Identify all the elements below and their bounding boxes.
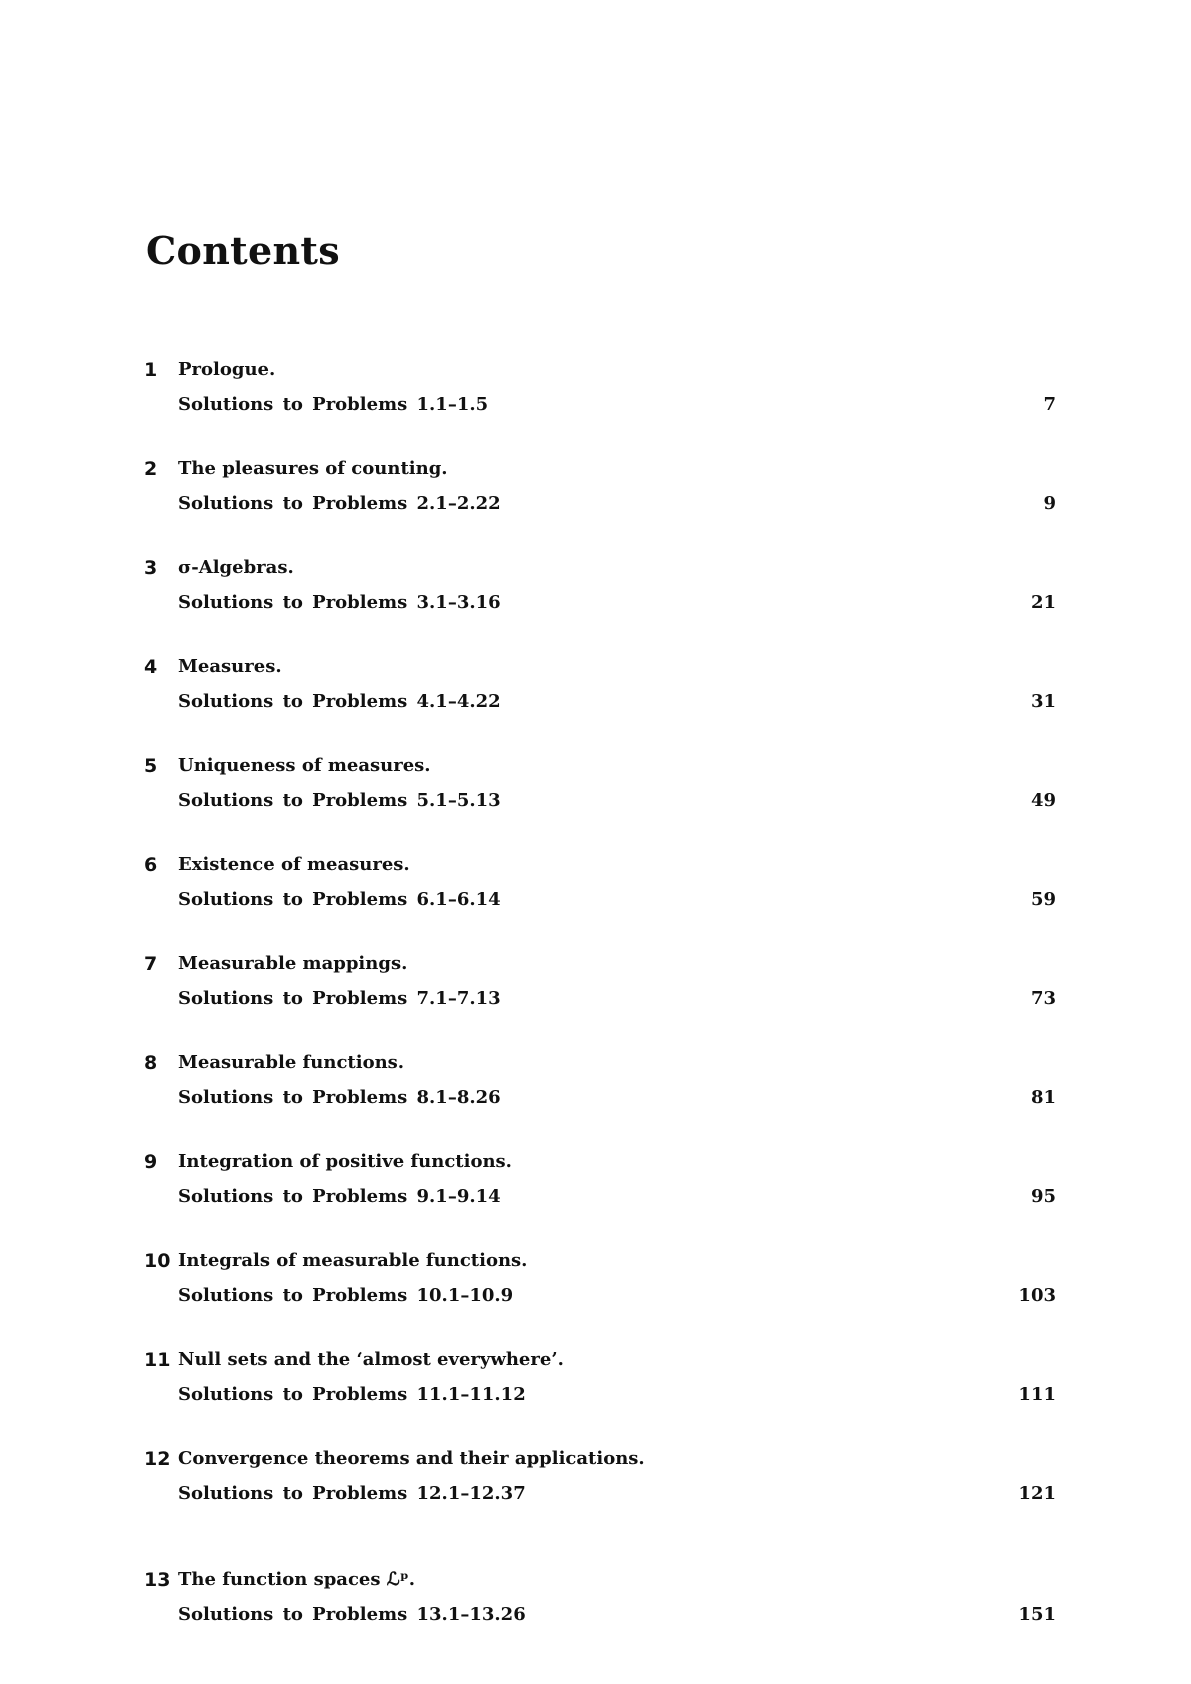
toc-entry-5[interactable] bbox=[0, 754, 1191, 824]
chapter-solutions-label: Solutions to Problems 9.1–9.14 bbox=[178, 1186, 501, 1207]
chapter-number: 5 bbox=[144, 755, 158, 777]
page-number: 103 bbox=[1018, 1285, 1056, 1306]
chapter-solutions-label: Solutions to Problems 6.1–6.14 bbox=[178, 889, 501, 910]
chapter-solutions-label: Solutions to Problems 11.1–11.12 bbox=[178, 1384, 526, 1405]
chapter-title: Measures. bbox=[178, 656, 282, 677]
page-number: 21 bbox=[1030, 592, 1056, 613]
toc-entry-4[interactable] bbox=[0, 655, 1191, 725]
chapter-title: The pleasures of counting. bbox=[178, 458, 448, 479]
toc-entry-6[interactable] bbox=[0, 853, 1191, 923]
chapter-title: σ-Algebras. bbox=[178, 557, 294, 578]
page-number: 31 bbox=[1030, 691, 1056, 712]
toc-entry-13[interactable] bbox=[0, 1568, 1191, 1638]
chapter-title: Measurable mappings. bbox=[178, 953, 408, 974]
chapter-solutions-label: Solutions to Problems 4.1–4.22 bbox=[178, 691, 501, 712]
toc-entry-3[interactable] bbox=[0, 556, 1191, 626]
page-number: 9 bbox=[1043, 493, 1056, 514]
chapter-title: Measurable functions. bbox=[178, 1052, 405, 1073]
page-number: 151 bbox=[1018, 1604, 1056, 1625]
chapter-number: 8 bbox=[144, 1052, 158, 1074]
chapter-number: 3 bbox=[144, 557, 158, 579]
chapter-solutions-label: Solutions to Problems 7.1–7.13 bbox=[178, 988, 501, 1009]
chapter-solutions-label: Solutions to Problems 10.1–10.9 bbox=[178, 1285, 514, 1306]
page-number: 59 bbox=[1030, 889, 1056, 910]
page-number: 73 bbox=[1030, 988, 1056, 1009]
toc-entry-12[interactable] bbox=[0, 1447, 1191, 1517]
chapter-title: Existence of measures. bbox=[178, 854, 410, 875]
chapter-solutions-label: Solutions to Problems 8.1–8.26 bbox=[178, 1087, 501, 1108]
chapter-title: Integration of positive functions. bbox=[178, 1151, 512, 1172]
chapter-number: 4 bbox=[144, 656, 158, 678]
toc-entry-8[interactable] bbox=[0, 1051, 1191, 1121]
chapter-number: 2 bbox=[144, 458, 158, 480]
toc-entry-10[interactable] bbox=[0, 1249, 1191, 1319]
chapter-number: 7 bbox=[144, 953, 158, 975]
page-number: 95 bbox=[1030, 1186, 1056, 1207]
toc-entry-11[interactable] bbox=[0, 1348, 1191, 1418]
toc-entry-1[interactable] bbox=[0, 358, 1191, 428]
chapter-number: 11 bbox=[144, 1349, 171, 1371]
chapter-solutions-label: Solutions to Problems 13.1–13.26 bbox=[178, 1604, 526, 1625]
chapter-number: 1 bbox=[144, 359, 158, 381]
chapter-number: 6 bbox=[144, 854, 158, 876]
page-number: 7 bbox=[1043, 394, 1056, 415]
chapter-solutions-label: Solutions to Problems 3.1–3.16 bbox=[178, 592, 501, 613]
chapter-solutions-label: Solutions to Problems 12.1–12.37 bbox=[178, 1483, 526, 1504]
toc-entry-7[interactable] bbox=[0, 952, 1191, 1022]
page-number: 121 bbox=[1018, 1483, 1056, 1504]
chapter-title: Null sets and the ‘almost everywhere’. bbox=[178, 1349, 564, 1370]
chapter-title: Convergence theorems and their applications. bbox=[178, 1448, 645, 1469]
chapter-title: The function spaces ℒᵖ. bbox=[178, 1569, 415, 1590]
chapter-number: 9 bbox=[144, 1151, 158, 1173]
chapter-number: 12 bbox=[144, 1448, 171, 1470]
toc-entry-2[interactable] bbox=[0, 457, 1191, 527]
chapter-title: Prologue. bbox=[178, 359, 276, 380]
chapter-solutions-label: Solutions to Problems 1.1–1.5 bbox=[178, 394, 489, 415]
chapter-title: Uniqueness of measures. bbox=[178, 755, 431, 776]
page-title: Contents bbox=[146, 228, 340, 273]
toc-entry-9[interactable] bbox=[0, 1150, 1191, 1220]
chapter-number: 13 bbox=[144, 1569, 171, 1591]
chapter-title: Integrals of measurable functions. bbox=[178, 1250, 528, 1271]
page-number: 49 bbox=[1030, 790, 1056, 811]
page-number: 111 bbox=[1018, 1384, 1056, 1405]
chapter-solutions-label: Solutions to Problems 5.1–5.13 bbox=[178, 790, 501, 811]
chapter-number: 10 bbox=[144, 1250, 171, 1272]
chapter-solutions-label: Solutions to Problems 2.1–2.22 bbox=[178, 493, 501, 514]
page-number: 81 bbox=[1030, 1087, 1056, 1108]
